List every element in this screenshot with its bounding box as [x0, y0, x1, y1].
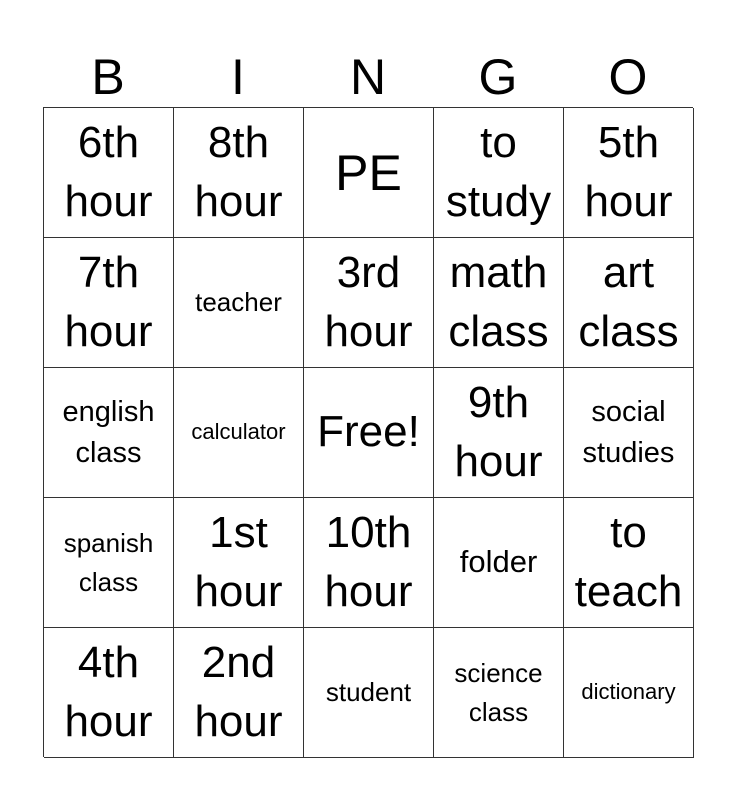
bingo-cell-r3-c1[interactable] — [44, 368, 174, 498]
bingo-cell-r1-c4[interactable] — [434, 108, 564, 238]
bingo-cell-r5-c3[interactable] — [304, 628, 434, 758]
cell-label: to teach — [574, 507, 683, 616]
header-letter-o: O — [608, 49, 648, 105]
bingo-cell-r5-c4[interactable] — [434, 628, 564, 758]
bingo-cell-r1-c1[interactable] — [44, 108, 174, 238]
bingo-cell-r3-c5[interactable] — [564, 368, 694, 498]
header-letter-i: I — [231, 49, 245, 105]
cell-label: 6th hour — [64, 117, 153, 226]
bingo-cell-r3-c3[interactable] — [304, 368, 434, 498]
bingo-cell-r1-c3[interactable] — [304, 108, 434, 238]
cell-label: 5th hour — [584, 117, 673, 226]
bingo-cell-r1-c5[interactable] — [564, 108, 694, 238]
bingo-board — [43, 107, 693, 757]
bingo-cell-r3-c4[interactable] — [434, 368, 564, 498]
cell-label: folder — [459, 544, 538, 580]
header-letter-b: B — [91, 49, 125, 105]
bingo-cell-r4-c4[interactable] — [434, 498, 564, 628]
cell-label: 8th hour — [194, 117, 283, 226]
cell-label: Free! — [317, 407, 420, 457]
cell-label: spanish class — [63, 528, 154, 597]
bingo-cell-r3-c2[interactable] — [174, 368, 304, 498]
bingo-cell-r2-c2[interactable] — [174, 238, 304, 368]
bingo-cell-r4-c3[interactable] — [304, 498, 434, 628]
bingo-cell-r2-c1[interactable] — [44, 238, 174, 368]
cell-label: 10th hour — [324, 507, 413, 616]
cell-label: math class — [448, 247, 549, 356]
bingo-cell-r2-c4[interactable] — [434, 238, 564, 368]
cell-label: calculator — [191, 419, 286, 445]
cell-label: dictionary — [581, 679, 676, 705]
bingo-cell-r2-c3[interactable] — [304, 238, 434, 368]
cell-label: english class — [62, 396, 155, 469]
cell-label: 9th hour — [454, 377, 543, 486]
cell-label: student — [325, 677, 412, 708]
bingo-cell-r5-c5[interactable] — [564, 628, 694, 758]
bingo-header — [43, 48, 693, 106]
cell-label: 7th hour — [64, 247, 153, 356]
cell-label: 3rd hour — [324, 247, 413, 356]
cell-label: teacher — [195, 287, 282, 318]
header-letter-n: N — [349, 49, 387, 105]
cell-label: PE — [335, 144, 402, 201]
bingo-cell-r4-c2[interactable] — [174, 498, 304, 628]
header-letter-g: G — [478, 49, 518, 105]
cell-label: 2nd hour — [194, 637, 283, 746]
bingo-cell-r5-c2[interactable] — [174, 628, 304, 758]
bingo-cell-r4-c1[interactable] — [44, 498, 174, 628]
bingo-cell-r5-c1[interactable] — [44, 628, 174, 758]
bingo-cell-r1-c2[interactable] — [174, 108, 304, 238]
cell-label: art class — [578, 247, 679, 356]
bingo-cell-r2-c5[interactable] — [564, 238, 694, 368]
cell-label: to study — [445, 117, 552, 226]
bingo-cell-r4-c5[interactable] — [564, 498, 694, 628]
cell-label: 4th hour — [64, 637, 153, 746]
cell-label: 1st hour — [194, 507, 283, 616]
cell-label: social studies — [582, 396, 675, 469]
cell-label: science class — [454, 658, 543, 727]
